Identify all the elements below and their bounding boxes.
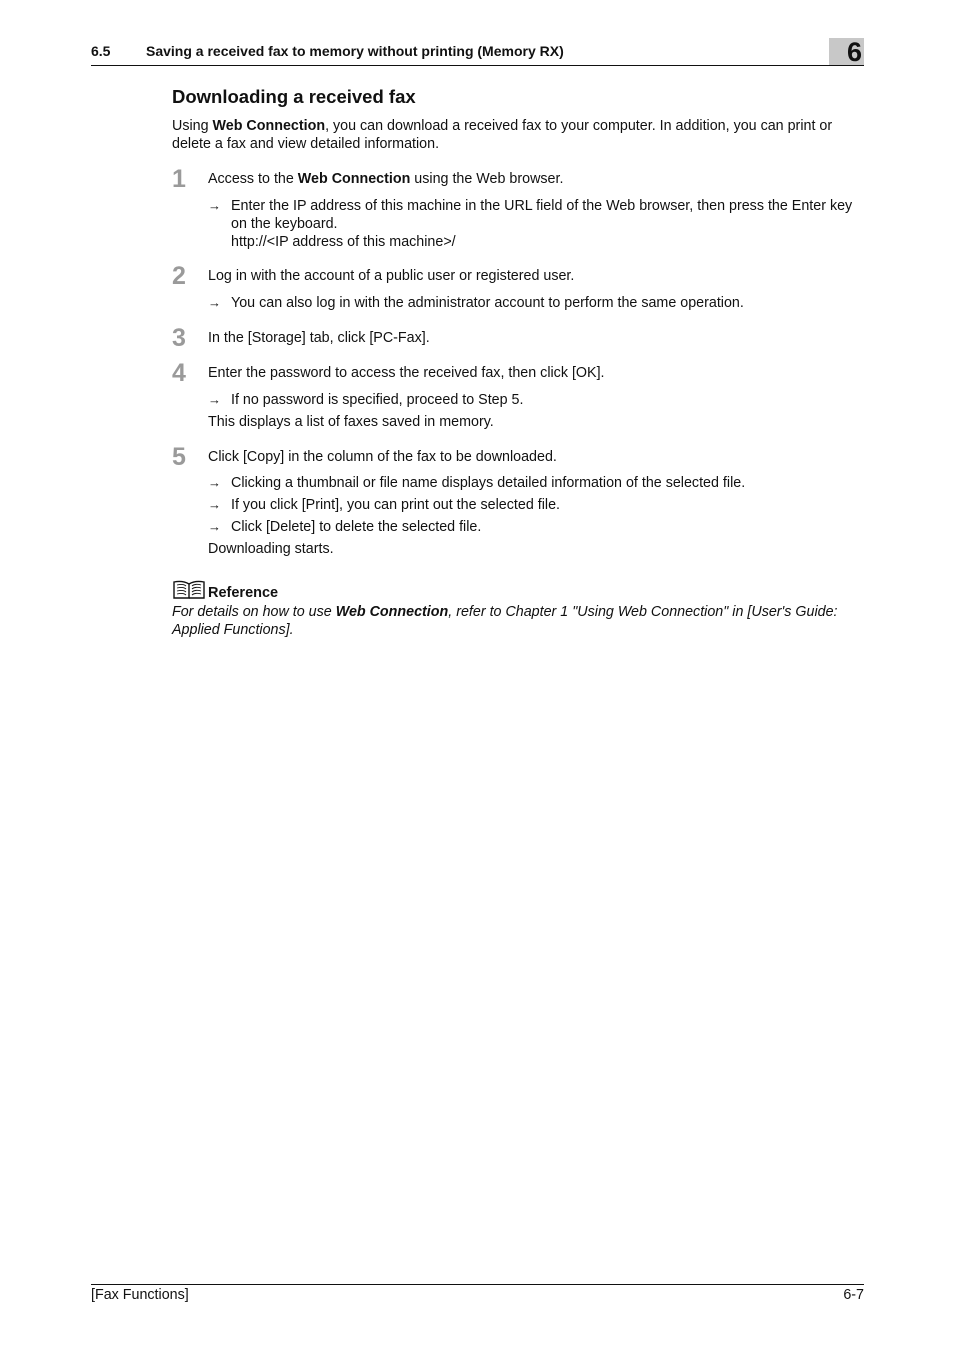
step-1-substep: [208, 197, 864, 251]
arrow-icon: →: [208, 497, 221, 512]
intro-text: Using: [172, 118, 213, 134]
step-5-substep-3: [208, 518, 864, 536]
step-5-substep-2-text: If you click [Print], you can print out the selected file.: [231, 497, 560, 513]
step-4-substep: [208, 391, 864, 409]
intro-text-rest: , you can download a received fax to your computer. In addition, you can print or delete a fax and view detailed information.: [172, 118, 833, 152]
step-5-substep-1: [208, 474, 864, 492]
arrow-icon: →: [208, 475, 221, 490]
step-5-substep-3-text: Click [Delete] to delete the selected file.: [231, 519, 482, 535]
arrow-icon: →: [208, 392, 221, 407]
reference-text-post: , refer to Chapter 1 "Using Web Connection" in [User's Guide: Applied Functions].: [172, 604, 838, 638]
step-1-url: http://<IP address of this machine>/: [231, 234, 456, 250]
step-1-text: [208, 170, 563, 188]
chapter-number: 6: [846, 37, 862, 67]
step-4-text: Enter the password to access the received fax, then click [OK].: [208, 365, 605, 381]
footer-page-number: 6-7: [843, 1287, 864, 1303]
arrow-icon: →: [208, 198, 221, 213]
step-5-substep-2: [208, 496, 864, 514]
step-2-substep-text: You can also log in with the administrator account to perform the same operation.: [231, 295, 744, 311]
reference-text-bold: Web Connection: [335, 604, 449, 620]
step-number-1: 1: [172, 165, 186, 193]
book-icon: [172, 578, 208, 600]
step-number-5: 5: [172, 443, 186, 471]
step-4-result: This displays a list of faxes saved in memory.: [208, 414, 494, 430]
step-1-substep-text: Enter the IP address of this machine in the URL field of the Web browser, then press the Enter key on the keyboard.: [231, 198, 853, 232]
step-1-text-pre: Access to the: [208, 171, 298, 187]
step-2-text: Log in with the account of a public user or registered user.: [208, 268, 575, 284]
footer-rule: [91, 1284, 864, 1285]
page-title: Downloading a received fax: [172, 86, 416, 107]
footer-manual-name: [Fax Functions]: [91, 1287, 189, 1303]
step-4-substep-text: If no password is specified, proceed to Step 5.: [231, 392, 524, 408]
intro-bold: Web Connection: [212, 118, 326, 134]
step-1-text-bold: Web Connection: [297, 171, 411, 187]
header-section-title: Saving a received fax to memory without printing (Memory RX): [146, 43, 564, 59]
intro-paragraph: [172, 117, 862, 153]
arrow-icon: →: [208, 519, 221, 534]
reference-text: [172, 603, 862, 639]
step-2-substep: [208, 294, 864, 312]
step-5-result: Downloading starts.: [208, 541, 334, 557]
arrow-icon: →: [208, 295, 221, 310]
step-3-text: In the [Storage] tab, click [PC-Fax].: [208, 330, 430, 346]
step-5-text: Click [Copy] in the column of the fax to be downloaded.: [208, 449, 557, 465]
header-rule: [91, 65, 864, 66]
reference-text-pre: For details on how to use: [172, 604, 336, 620]
header-section-number: 6.5: [91, 43, 111, 59]
reference-label: Reference: [208, 585, 279, 601]
step-1-text-post: using the Web browser.: [410, 171, 564, 187]
step-number-4: 4: [172, 359, 186, 387]
step-number-3: 3: [172, 324, 186, 352]
step-5-substep-1-text: Clicking a thumbnail or file name displays detailed information of the selected file.: [231, 475, 746, 491]
step-number-2: 2: [172, 262, 186, 290]
